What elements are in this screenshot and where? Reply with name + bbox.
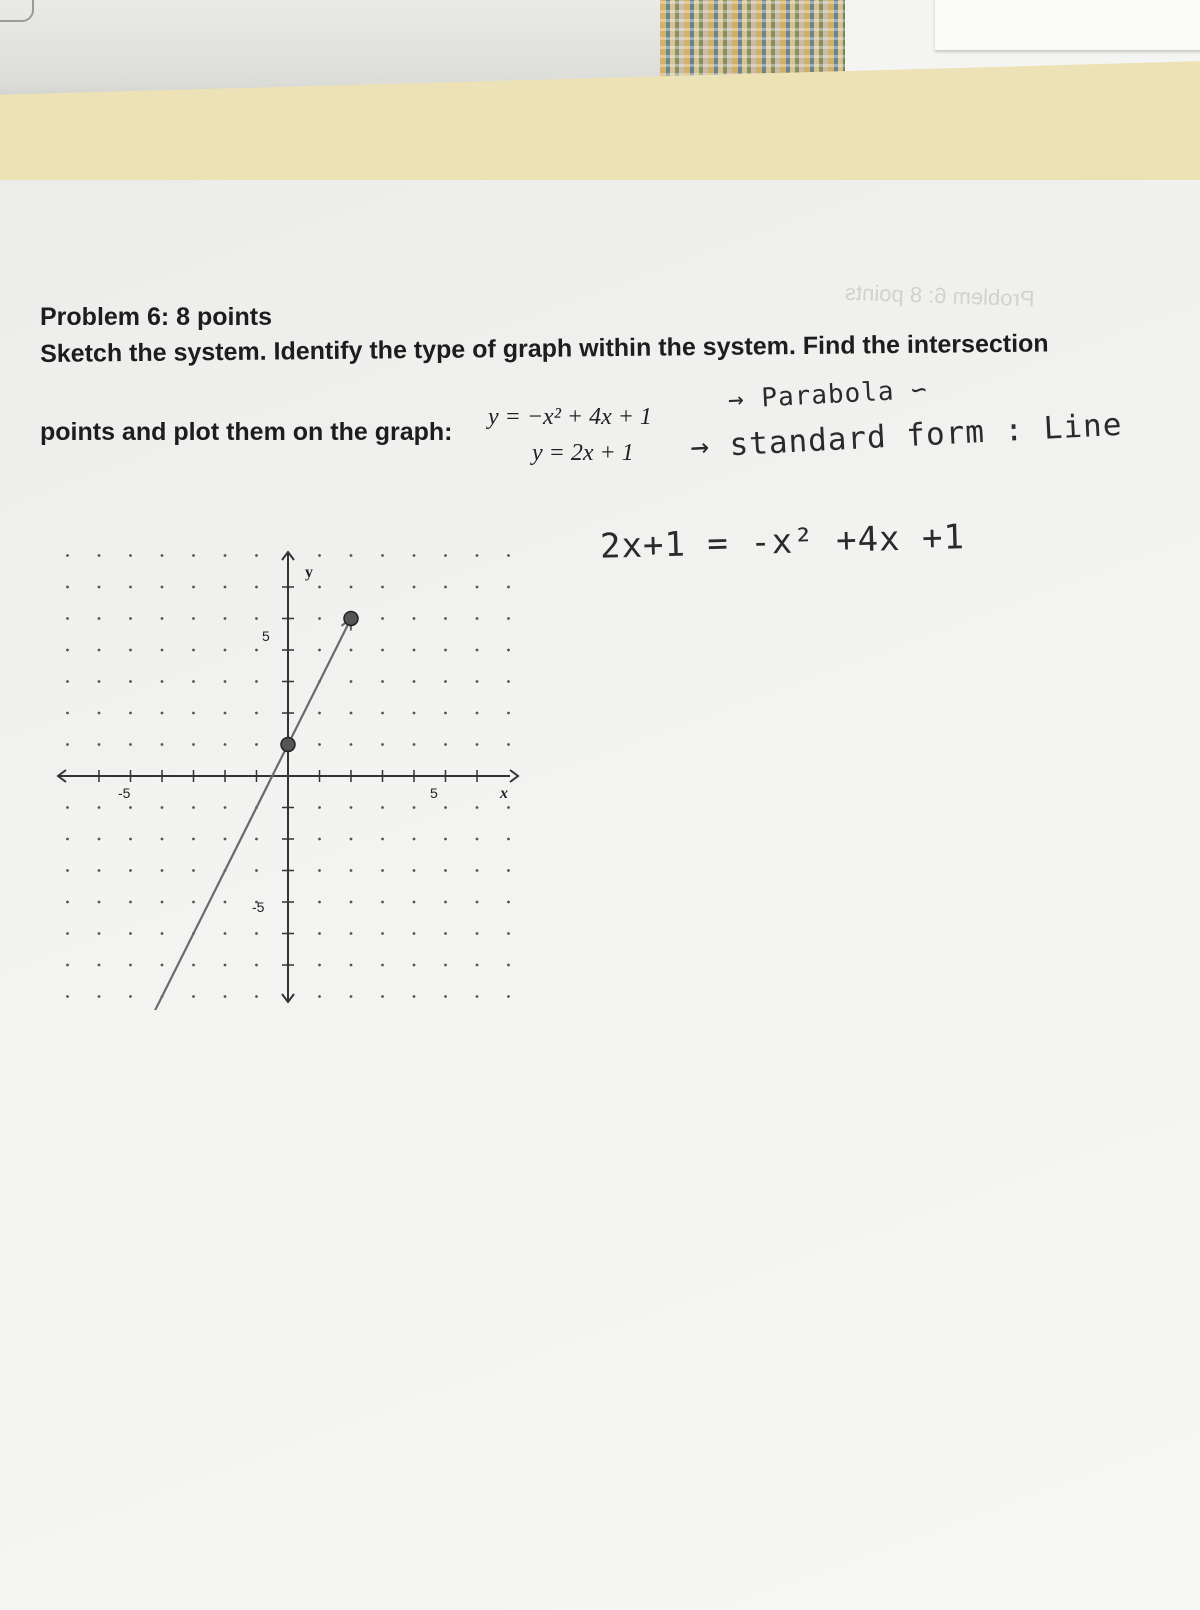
grid-dot [192, 649, 195, 652]
grid-dot [381, 901, 384, 904]
grid-dot [413, 712, 416, 715]
intersection-point-1 [344, 612, 358, 626]
grid-dot [413, 806, 416, 809]
grid-dot [192, 869, 195, 872]
grid-dot [224, 901, 227, 904]
grid-dot [192, 995, 195, 998]
laptop-corner [0, 0, 34, 22]
grid-dot [255, 712, 258, 715]
grid-dot [350, 869, 353, 872]
grid-dot [507, 995, 510, 998]
grid-dot [318, 901, 321, 904]
grid-dot [98, 617, 101, 620]
grid-dot [350, 649, 353, 652]
grid-dot [381, 586, 384, 589]
grid-dot [476, 617, 479, 620]
grid-dot [98, 649, 101, 652]
grid-dot [444, 712, 447, 715]
grid-dot [350, 712, 353, 715]
grid-dot [224, 995, 227, 998]
grid-dot [98, 995, 101, 998]
grid-dot [507, 838, 510, 841]
tick-label-x-5: 5 [430, 785, 438, 801]
grid-dot [381, 869, 384, 872]
grid-dot [98, 554, 101, 557]
grid-dot [476, 586, 479, 589]
grid-dot [444, 995, 447, 998]
grid-dot [129, 743, 132, 746]
equation-line: y = 2x + 1 [532, 440, 634, 466]
grid-dot [413, 743, 416, 746]
grid-dot [224, 964, 227, 967]
y-axis-label: y [305, 564, 313, 581]
series-line-0 [131, 619, 352, 1011]
grid-dot [129, 901, 132, 904]
grid-dot [66, 712, 69, 715]
x-axis-label: x [500, 785, 508, 802]
grid-dot [413, 995, 416, 998]
grid-dot [476, 838, 479, 841]
grid-dot [476, 932, 479, 935]
grid-dot [98, 586, 101, 589]
grid-dot [161, 838, 164, 841]
grid-dot [476, 743, 479, 746]
grid-dot [413, 964, 416, 967]
grid-dot [161, 869, 164, 872]
grid-dot [381, 838, 384, 841]
grid-dot [129, 838, 132, 841]
tick-label-x-neg5: -5 [118, 785, 131, 801]
grid-dot [192, 743, 195, 746]
grid-dot [476, 964, 479, 967]
x-axis-arrow-right [510, 770, 518, 782]
grid-dot [224, 743, 227, 746]
grid-dot [161, 964, 164, 967]
grid-dot [507, 617, 510, 620]
grid-dot [507, 649, 510, 652]
grid-dot [224, 649, 227, 652]
grid-dot [98, 680, 101, 683]
grid-dot [318, 964, 321, 967]
problem-title: Problem 6: 8 points [40, 303, 272, 331]
grid-dot [350, 806, 353, 809]
grid-dot [192, 554, 195, 557]
grid-dot [161, 649, 164, 652]
grid-dot [161, 554, 164, 557]
grid-dot [318, 586, 321, 589]
grid-dot [192, 964, 195, 967]
grid-dot [224, 617, 227, 620]
grid-dot [350, 586, 353, 589]
grid-dot [507, 743, 510, 746]
grid-dot [255, 649, 258, 652]
grid-dot [255, 932, 258, 935]
grid-dot [381, 806, 384, 809]
grid-dot [318, 995, 321, 998]
grid-dot [129, 806, 132, 809]
grid-dot [381, 995, 384, 998]
grid-dot [318, 712, 321, 715]
grid-dot [98, 932, 101, 935]
problem-statement-line2: points and plot them on the graph: [40, 418, 453, 446]
grid-dot [161, 743, 164, 746]
grid-dot [192, 712, 195, 715]
grid-dot [255, 995, 258, 998]
grid-dot [350, 995, 353, 998]
annotation-parabola: → Parabola ∽ [727, 374, 929, 416]
grid-dot [129, 586, 132, 589]
grid-dot [381, 932, 384, 935]
intersection-point-0 [281, 738, 295, 752]
grid-dot [444, 838, 447, 841]
grid-dot [318, 649, 321, 652]
grid-dot [66, 806, 69, 809]
grid-dot [350, 932, 353, 935]
paper-card-top [935, 0, 1200, 50]
grid-dot [66, 617, 69, 620]
grid-dot [98, 712, 101, 715]
grid-dot [350, 743, 353, 746]
grid-dot [507, 712, 510, 715]
grid-dot [255, 586, 258, 589]
grid-dot [192, 838, 195, 841]
grid-dot [476, 712, 479, 715]
grid-dot [129, 995, 132, 998]
grid-dot [255, 617, 258, 620]
equation-parabola: y = −x² + 4x + 1 [488, 404, 652, 430]
grid-dot [224, 838, 227, 841]
grid-dot [413, 869, 416, 872]
tick-label-y-neg5: -5 [252, 899, 265, 915]
grid-dot [444, 586, 447, 589]
grid-dot [66, 586, 69, 589]
grid-dot [224, 554, 227, 557]
grid-dot [192, 806, 195, 809]
grid-dot [129, 712, 132, 715]
grid-dot [507, 680, 510, 683]
grid-dot [444, 743, 447, 746]
grid-dot [66, 869, 69, 872]
grid-dot [161, 712, 164, 715]
grid-dot [444, 649, 447, 652]
grid-dot [66, 995, 69, 998]
grid-dot [255, 838, 258, 841]
grid-dot [350, 838, 353, 841]
annotation-line: → standard form : Line [689, 406, 1124, 466]
grid-dot [381, 964, 384, 967]
grid-dot [444, 554, 447, 557]
grid-dot [318, 869, 321, 872]
grid-dot [413, 586, 416, 589]
grid-dot [192, 901, 195, 904]
grid-dot [255, 743, 258, 746]
grid-dot [66, 680, 69, 683]
grid-dot [129, 617, 132, 620]
grid-dot [476, 995, 479, 998]
grid-dot [381, 554, 384, 557]
grid-dot [413, 901, 416, 904]
grid-dot [381, 712, 384, 715]
grid-dot [318, 554, 321, 557]
coordinate-graph [40, 540, 530, 1010]
grid-dot [350, 554, 353, 557]
grid-dot [318, 806, 321, 809]
grid-dot [255, 554, 258, 557]
grid-dot [192, 586, 195, 589]
grid-dot [507, 554, 510, 557]
grid-dot [98, 743, 101, 746]
grid-dot [476, 901, 479, 904]
grid-dot [444, 869, 447, 872]
grid-dot [507, 964, 510, 967]
grid-dot [224, 932, 227, 935]
grid-dot [255, 869, 258, 872]
grid-dot [413, 932, 416, 935]
grid-dot [98, 901, 101, 904]
grid-dot [444, 901, 447, 904]
grid-dot [507, 806, 510, 809]
grid-dot [98, 964, 101, 967]
series-lines [131, 619, 352, 1011]
grid-dot [476, 680, 479, 683]
grid-dot [98, 838, 101, 841]
grid-dot [129, 964, 132, 967]
grid-dot [66, 554, 69, 557]
grid-dot [507, 901, 510, 904]
grid-dot [507, 932, 510, 935]
grid-dot [224, 586, 227, 589]
grid-dot [381, 649, 384, 652]
grid-dot [66, 838, 69, 841]
grid-dot [444, 680, 447, 683]
grid-dot [444, 806, 447, 809]
grid-dot [381, 617, 384, 620]
handwritten-work: 2x+1 = -x² +4x +1 [599, 517, 966, 567]
grid-dot [318, 838, 321, 841]
grid-dot [255, 964, 258, 967]
grid-dot [98, 806, 101, 809]
grid-dot [192, 680, 195, 683]
grid-dot [161, 617, 164, 620]
grid-dot [161, 932, 164, 935]
grid-dot [66, 743, 69, 746]
grid-dot [444, 617, 447, 620]
grid-dot [318, 932, 321, 935]
grid-dot [98, 869, 101, 872]
grid-dot [129, 932, 132, 935]
bleed-through-header: Problem 6: 8 points [844, 279, 1035, 312]
grid-dot [381, 743, 384, 746]
grid-dot [507, 586, 510, 589]
grid-dot [413, 649, 416, 652]
grid-dot [224, 680, 227, 683]
grid-dot [350, 901, 353, 904]
grid-dot [350, 680, 353, 683]
grid-dot [413, 617, 416, 620]
grid-dot [476, 554, 479, 557]
problem-statement-line1: Sketch the system. Identify the type of graph within the system. Find the intersection [40, 329, 1049, 368]
grid-dot [413, 554, 416, 557]
grid-dot [381, 680, 384, 683]
grid-dot [129, 680, 132, 683]
grid-dot [129, 869, 132, 872]
grid-dot [476, 806, 479, 809]
grid-dot [161, 586, 164, 589]
grid-dot [476, 869, 479, 872]
axes [58, 552, 518, 1002]
grid-dot [444, 932, 447, 935]
grid-dot [129, 649, 132, 652]
grid-dot [192, 617, 195, 620]
tick-label-y-5: 5 [262, 628, 270, 644]
grid-dot [129, 554, 132, 557]
grid-dot [161, 806, 164, 809]
grid-dot [66, 932, 69, 935]
grid-dot [66, 649, 69, 652]
grid-dot [255, 680, 258, 683]
grid-dot [66, 964, 69, 967]
grid-dot [350, 964, 353, 967]
grid-dot [161, 901, 164, 904]
grid-dot [66, 901, 69, 904]
grid-dot [318, 743, 321, 746]
grid-dot [224, 712, 227, 715]
grid-dot [161, 680, 164, 683]
grid-dot [413, 838, 416, 841]
grid-dot [507, 869, 510, 872]
grid-dot [413, 680, 416, 683]
grid-dot [224, 806, 227, 809]
grid-dot [444, 964, 447, 967]
grid-dot [476, 649, 479, 652]
grid-dot [318, 617, 321, 620]
